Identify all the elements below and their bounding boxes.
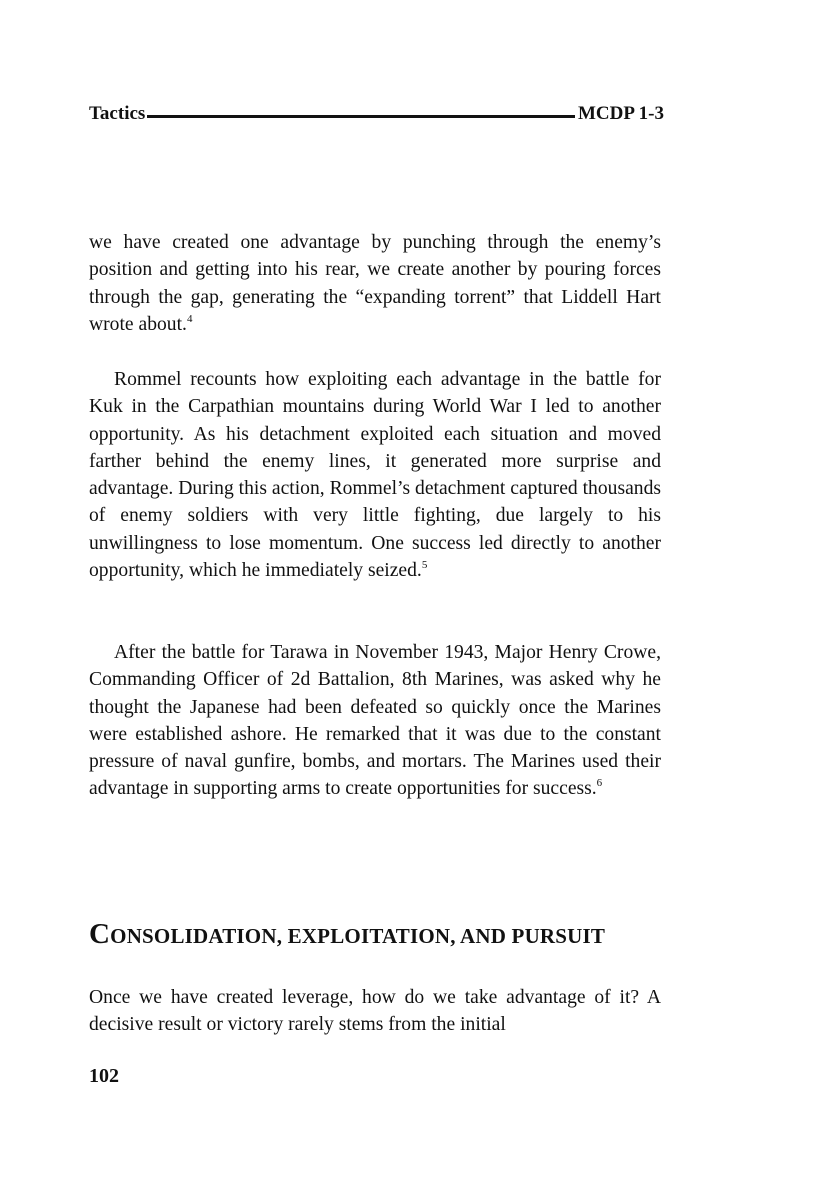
header-chapter-title: Tactics: [89, 103, 146, 124]
paragraph-text: Rommel recounts how exploiting each advantage in the battle for Kuk in the Carpathian mountains during World War I led to another opportunity. As his detachment exploited each situation and moved farther behind the enemy lines, it generated more surprise and advantage. During this action, Rommel’s detachment captured thousands of enemy soldiers with very little fighting, due largely to his unwillingness to lose momentum. One success led directly to another opportunity, which he immediately seized.: [89, 369, 661, 582]
footnote-ref: 5: [421, 559, 428, 572]
footnote-ref: 6: [596, 777, 603, 790]
paragraph-continued: [89, 229, 661, 338]
paragraph-rommel: [89, 366, 661, 584]
paragraph-tarawa: [89, 639, 661, 803]
paragraph-consolidation: [89, 984, 661, 1039]
running-header: [89, 102, 664, 126]
header-rule: [147, 115, 575, 118]
footnote-ref: 4: [186, 312, 193, 325]
heading-rest: ONSOLIDATION, EXPLOITATION, AND PURSUIT: [110, 924, 606, 948]
header-publication-id: MCDP 1-3: [577, 103, 664, 124]
page-number: 102: [89, 1065, 119, 1087]
heading-initial: C: [89, 918, 111, 950]
paragraph-text: Once we have created leverage, how do we take advantage of it? A decisive result or victory rarely stems from the initial: [89, 987, 661, 1036]
paragraph-text: we have created one advantage by punching through the enemy’s position and getting into his rear, we create another by pouring forces through the gap, generating the “expanding torrent” that Liddell Hart wrote about.: [89, 232, 661, 335]
section-heading: [89, 918, 605, 952]
paragraph-text: After the battle for Tarawa in November 1943, Major Henry Crowe, Commanding Officer of 2d Battalion, 8th Marines, was asked why he thought the Japanese had been defeated so quickly once the Marines were established ashore. He remarked that it was due to the constant pressure of naval gunfire, bombs, and mortars. The Marines used their advantage in supporting arms to create opportunities for success.: [89, 642, 661, 800]
